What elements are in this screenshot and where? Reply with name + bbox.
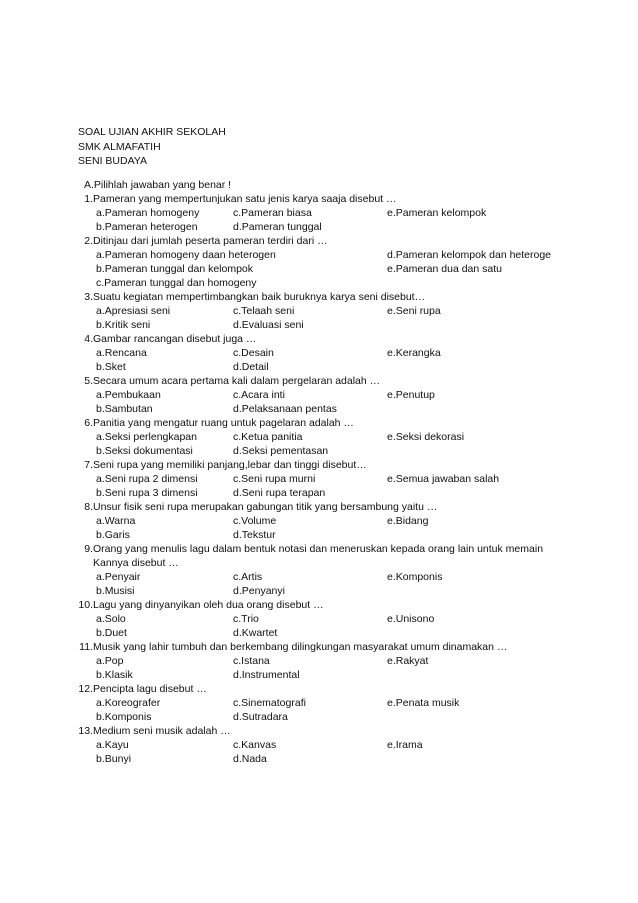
- answer-options-row: [93, 514, 618, 528]
- answer-option: b.Seni rupa 3 dimensi: [96, 487, 198, 499]
- answer-option: e.Seksi dekorasi: [387, 431, 465, 443]
- answer-option: b.Sket: [96, 361, 126, 373]
- answer-option: d.Evaluasi seni: [233, 319, 304, 331]
- question-text: Ditinjau dari jumlah peserta pameran terdiri dari …: [93, 235, 328, 247]
- answer-option: c.Seni rupa murni: [233, 473, 316, 485]
- answer-options-row: [93, 360, 618, 374]
- answer-option: e.Kerangka: [387, 347, 441, 359]
- question-item: [78, 192, 618, 234]
- question-body: [93, 416, 618, 458]
- answer-options-row: [93, 472, 618, 486]
- question-text: Musik yang lahir tumbuh dan berkembang dilingkungan masyarakat umum dinamakan …: [93, 641, 508, 653]
- answer-option: c.Ketua panitia: [233, 431, 303, 443]
- question-text: Medium seni musik adalah …: [93, 725, 231, 737]
- answer-options-row: [93, 752, 618, 766]
- answer-options-row: [93, 444, 618, 458]
- answer-options-row: [93, 570, 618, 584]
- answer-option: d.Seksi pementasan: [233, 445, 329, 457]
- answer-option: c.Telaah seni: [233, 305, 295, 317]
- document-header: [78, 125, 226, 169]
- answer-option: e.Rakyat: [387, 655, 429, 667]
- question-text: Pencipta lagu disebut …: [93, 683, 207, 695]
- answer-option: a.Apresiasi seni: [96, 305, 171, 317]
- answer-option: a.Penyair: [96, 571, 141, 583]
- question-body: [93, 542, 618, 598]
- question-item: [78, 598, 618, 640]
- question-number: 1.: [84, 193, 93, 205]
- answer-option: c.Artis: [233, 571, 263, 583]
- answer-options-row: [93, 318, 618, 332]
- answer-option: b.Musisi: [96, 585, 135, 597]
- answer-option: c.Sinematografi: [233, 697, 306, 709]
- answer-options-row: [93, 388, 618, 402]
- question-list: [78, 178, 618, 766]
- answer-option: a.Pembukaan: [96, 389, 161, 401]
- answer-option: a.Solo: [96, 613, 126, 625]
- question-number: 5.: [84, 375, 93, 387]
- answer-option: d.Nada: [233, 753, 267, 765]
- exam-title: SOAL UJIAN AKHIR SEKOLAH: [78, 126, 226, 138]
- answer-option: c.Pameran biasa: [233, 207, 312, 219]
- question-item: [78, 416, 618, 458]
- answer-option: d.Pameran tunggal: [233, 221, 322, 233]
- answer-option: c.Desain: [233, 347, 274, 359]
- question-body: [93, 682, 618, 724]
- answer-option: d.Pelaksanaan pentas: [233, 403, 337, 415]
- answer-options-row: [93, 654, 618, 668]
- answer-options-row: [93, 402, 618, 416]
- school-name: SMK ALMAFATIH: [78, 140, 161, 153]
- question-item: [78, 234, 618, 290]
- answer-option: e.Penata musik: [387, 697, 460, 709]
- answer-option: b.Kritik seni: [96, 319, 151, 331]
- answer-options-row: [93, 626, 618, 640]
- instruction-text: A.Pilihlah jawaban yang benar !: [84, 179, 232, 191]
- question-text: Secara umum acara pertama kali dalam pergelaran adalah …: [93, 375, 381, 387]
- answer-option: c.Pameran tunggal dan homogeny: [96, 277, 257, 289]
- answer-options-row: [93, 430, 618, 444]
- answer-option: a.Seksi perlengkapan: [96, 431, 197, 443]
- answer-option: c.Volume: [233, 515, 277, 527]
- question-number: 4.: [84, 333, 93, 345]
- answer-option: b.Bunyi: [96, 753, 132, 765]
- answer-option: b.Duet: [96, 627, 127, 639]
- answer-option: e.Seni rupa: [387, 305, 441, 317]
- answer-option: d.Seni rupa terapan: [233, 487, 326, 499]
- answer-option: c.Istana: [233, 655, 270, 667]
- question-number: 13.: [78, 725, 93, 737]
- answer-option: b.Sambutan: [96, 403, 153, 415]
- answer-options-row: [93, 696, 618, 710]
- answer-options-row: [93, 710, 618, 724]
- question-item: [78, 724, 618, 766]
- question-item: [78, 682, 618, 724]
- question-body: [93, 234, 618, 290]
- answer-option: d.Instrumental: [233, 669, 300, 681]
- answer-option: a.Koreografer: [96, 697, 161, 709]
- answer-option: e.Unisono: [387, 613, 435, 625]
- answer-options-row: [93, 738, 618, 752]
- question-number: 11.: [79, 641, 93, 653]
- subject-name: SENI BUDAYA: [78, 155, 148, 167]
- answer-option: a.Seni rupa 2 dimensi: [96, 473, 198, 485]
- answer-options-row: [93, 668, 618, 682]
- question-body: [93, 640, 618, 682]
- answer-option: d.Tekstur: [233, 529, 276, 541]
- answer-options-row: [93, 612, 618, 626]
- answer-options-row: [93, 346, 618, 360]
- answer-option: c.Acara inti: [233, 389, 285, 401]
- answer-option: e.Bidang: [387, 515, 429, 527]
- question-item: [78, 500, 618, 542]
- answer-option: d.Sutradara: [233, 711, 288, 723]
- answer-option: e.Penutup: [387, 389, 435, 401]
- answer-option: a.Pameran homogeny: [96, 207, 200, 219]
- answer-option: b.Pameran heterogen: [96, 221, 198, 233]
- answer-options-row: [93, 528, 618, 542]
- answer-options-row: [93, 486, 618, 500]
- question-item: [78, 290, 618, 332]
- question-text: Seni rupa yang memiliki panjang,lebar dan tinggi disebut…: [93, 459, 367, 471]
- question-number: 12.: [78, 683, 93, 695]
- question-body: [93, 598, 618, 640]
- question-text: Unsur fisik seni rupa merupakan gabungan titik yang bersambung yaitu …: [93, 501, 438, 513]
- question-number: 7.: [84, 459, 93, 471]
- question-number: 3.: [84, 291, 93, 303]
- question-body: [93, 500, 618, 542]
- answer-option: a.Rencana: [96, 347, 147, 359]
- answer-option: a.Pop: [96, 655, 124, 667]
- answer-options-row: [93, 248, 618, 262]
- answer-option: b.Seksi dokumentasi: [96, 445, 193, 457]
- question-body: [93, 192, 618, 234]
- answer-options-row: [93, 584, 618, 598]
- answer-options-row: [93, 262, 618, 276]
- answer-option: e.Komponis: [387, 571, 443, 583]
- answer-option: a.Warna: [96, 515, 136, 527]
- answer-option: d.Pameran kelompok dan heteroge: [387, 249, 552, 261]
- answer-option: b.Klasik: [96, 669, 133, 681]
- answer-option: d.Detail: [233, 361, 269, 373]
- question-text: Lagu yang dinyanyikan oleh dua orang disebut …: [93, 599, 324, 611]
- question-body: [93, 374, 618, 416]
- question-text: Pameran yang mempertunjukan satu jenis karya saaja disebut …: [93, 193, 397, 205]
- question-text: Orang yang menulis lagu dalam bentuk notasi dan meneruskan kepada orang lain untuk memain Kannya disebut …: [93, 543, 544, 569]
- answer-option: e.Pameran dua dan satu: [387, 263, 502, 275]
- questions-container: [78, 192, 618, 766]
- answer-option: d.Kwartet: [233, 627, 278, 639]
- question-text: Panitia yang mengatur ruang untuk pagelaran adalah …: [93, 417, 354, 429]
- answer-options-row: [93, 206, 618, 220]
- question-number: 6.: [84, 417, 93, 429]
- answer-option: b.Komponis: [96, 711, 152, 723]
- question-item: [78, 374, 618, 416]
- answer-option: e.Semua jawaban salah: [387, 473, 500, 485]
- question-text: Gambar rancangan disebut juga …: [93, 333, 257, 345]
- question-body: [93, 290, 618, 332]
- question-text: Suatu kegiatan mempertimbangkan baik buruknya karya seni disebut…: [93, 291, 426, 303]
- question-item: [78, 458, 618, 500]
- question-number: 2.: [84, 235, 93, 247]
- question-number: 9.: [84, 543, 93, 555]
- answer-options-row: [93, 220, 618, 234]
- question-body: [93, 458, 618, 500]
- answer-option: b.Garis: [96, 529, 130, 541]
- answer-option: e.Irama: [387, 739, 423, 751]
- answer-option: e.Pameran kelompok: [387, 207, 487, 219]
- question-item: [78, 542, 618, 598]
- answer-option: c.Kanvas: [233, 739, 277, 751]
- question-body: [93, 332, 618, 374]
- question-number: 8.: [84, 501, 93, 513]
- answer-option: c.Trio: [233, 613, 259, 625]
- question-item: [78, 640, 618, 682]
- answer-option: d.Penyanyi: [233, 585, 285, 597]
- question-body: [93, 724, 618, 766]
- answer-option: a.Kayu: [96, 739, 129, 751]
- question-number: 10.: [78, 599, 93, 611]
- question-item: [78, 332, 618, 374]
- answer-options-row: [93, 304, 618, 318]
- answer-option: b.Pameran tunggal dan kelompok: [96, 263, 254, 275]
- answer-option: a.Pameran homogeny daan heterogen: [96, 249, 276, 261]
